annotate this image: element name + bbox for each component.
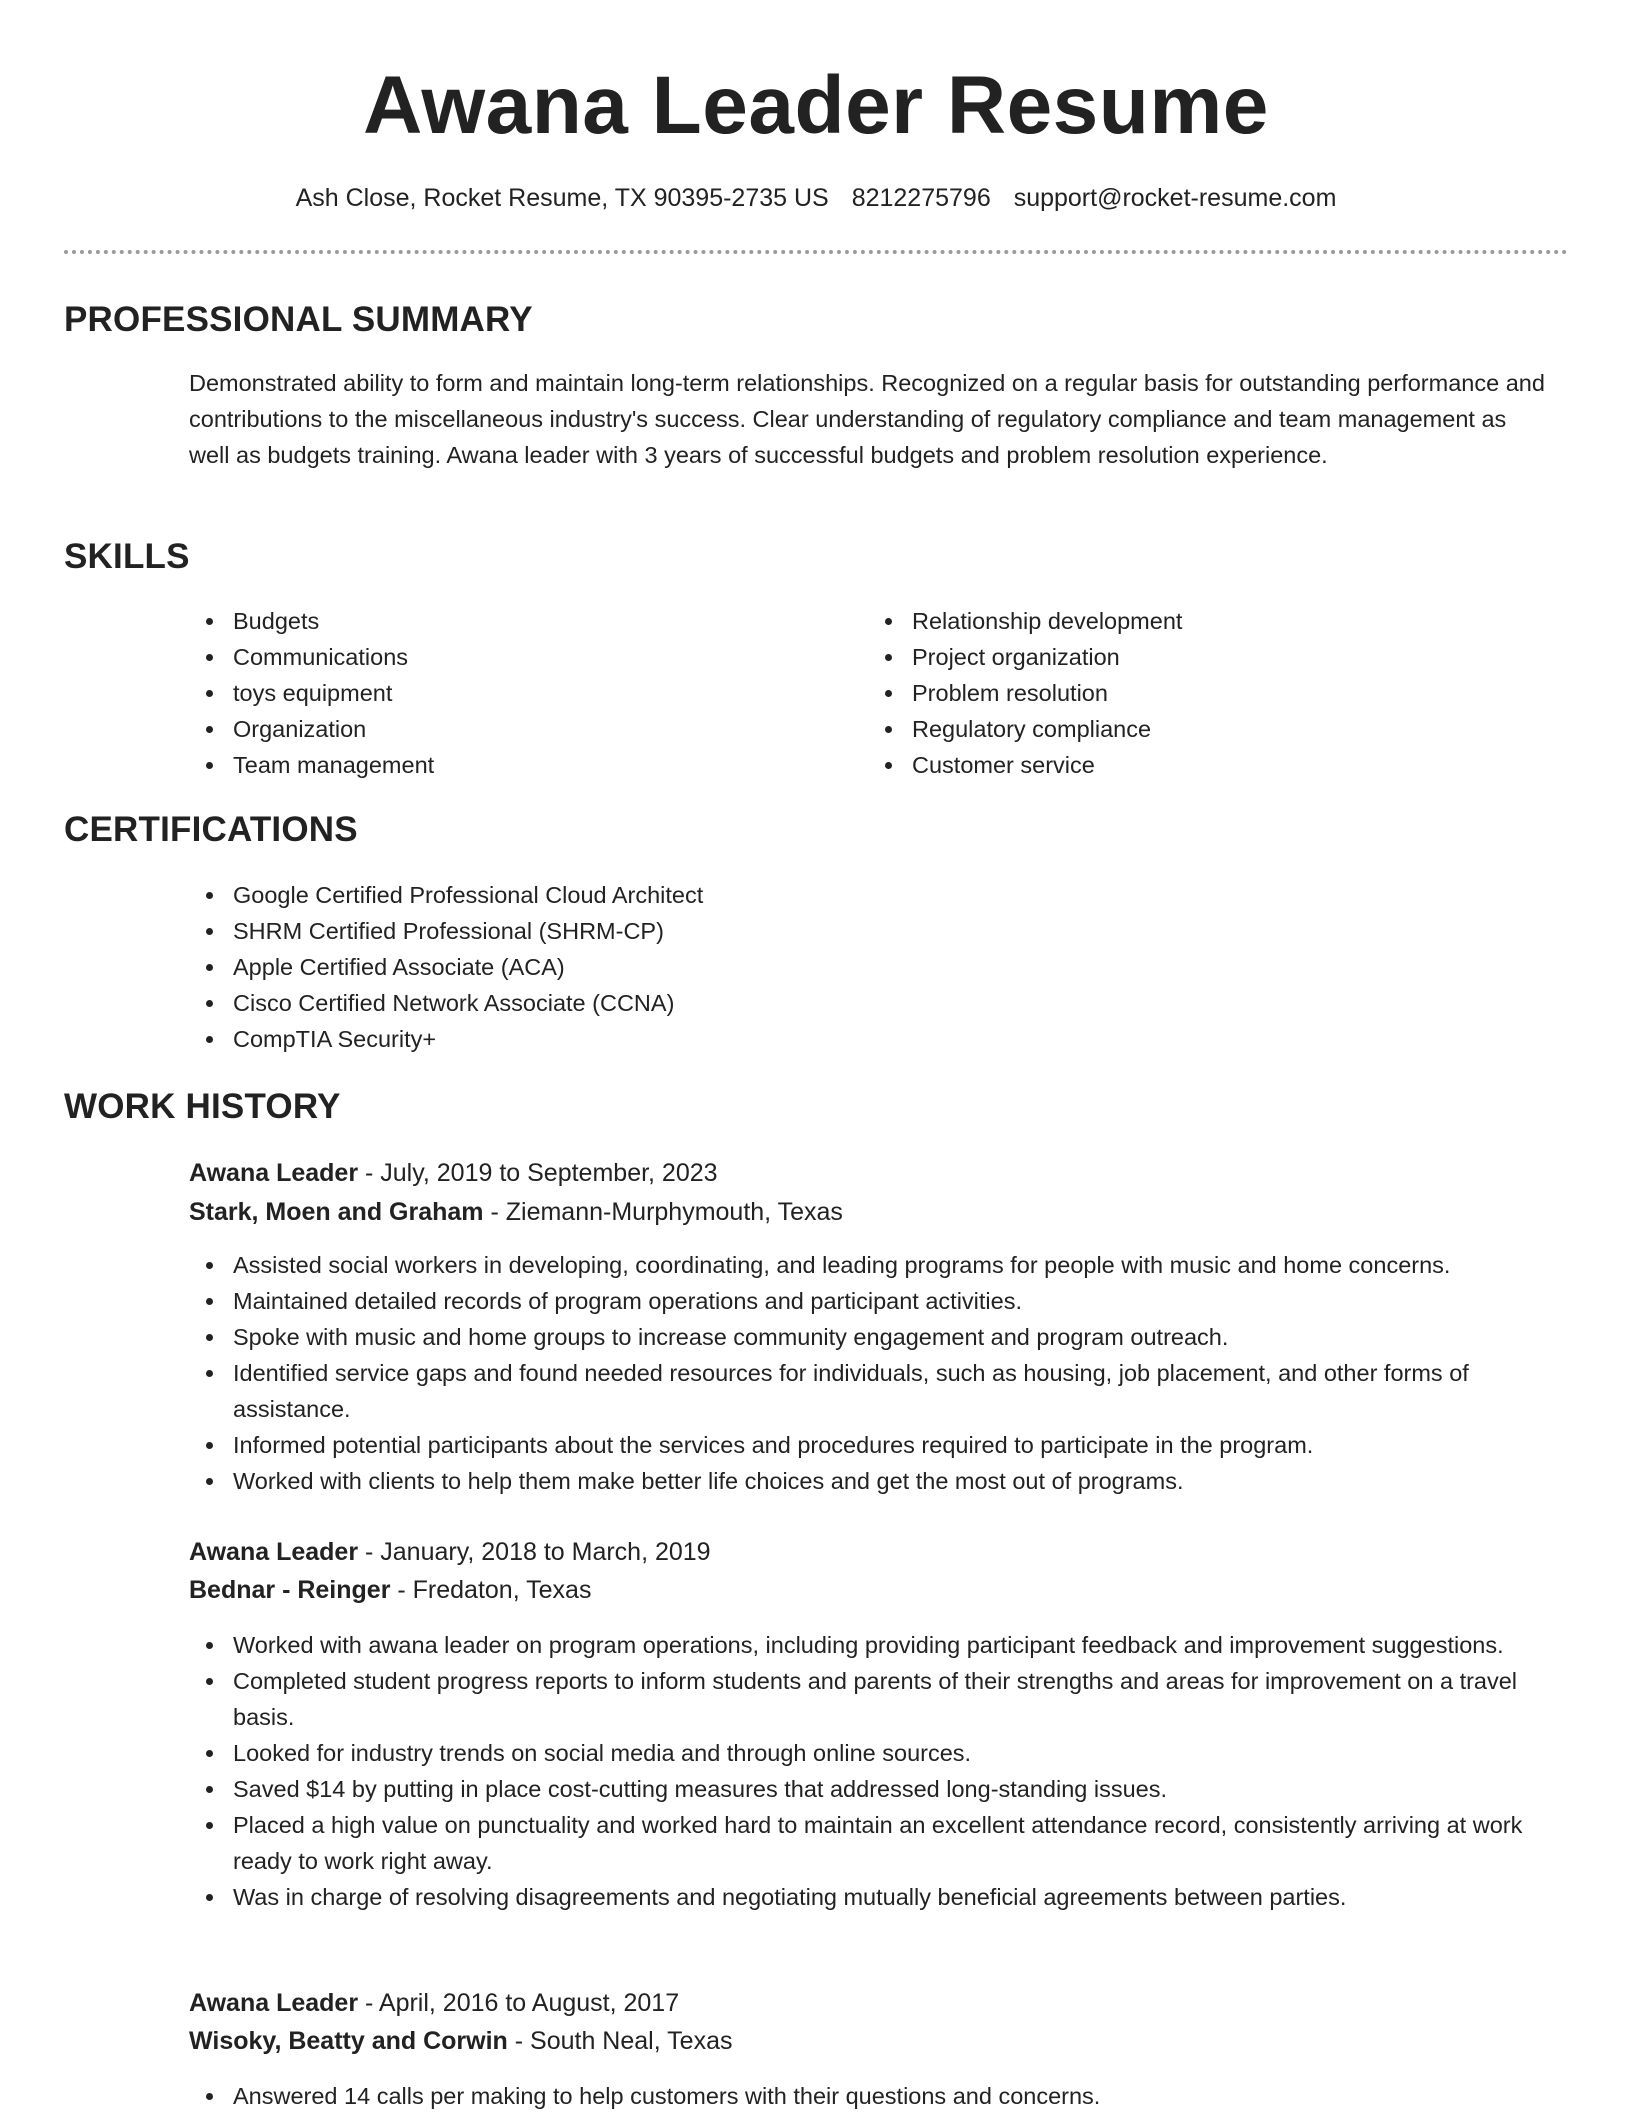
contact-address: Ash Close, Rocket Resume, TX 90395-2735 US bbox=[295, 184, 829, 212]
list-item: toys equipment bbox=[189, 675, 829, 711]
list-item: Communications bbox=[189, 639, 829, 675]
list-item: Regulatory compliance bbox=[868, 711, 1548, 747]
resume-title: Awana Leader Resume bbox=[363, 60, 1269, 151]
job-company-line bbox=[189, 1571, 591, 1609]
contact-line bbox=[0, 180, 1632, 216]
list-item: Informed potential participants about the services and procedures required to participate in the program. bbox=[189, 1427, 1559, 1463]
job-duties-list bbox=[189, 1627, 1559, 1915]
list-item: Worked with awana leader on program operations, including providing participant feedback and improvement suggestions. bbox=[189, 1627, 1559, 1663]
job-title-line bbox=[189, 1154, 718, 1192]
list-item: Budgets bbox=[189, 603, 829, 639]
job-dates: - July, 2019 to September, 2023 bbox=[358, 1159, 718, 1187]
job-location: - Ziemann-Murphymouth, Texas bbox=[483, 1198, 843, 1226]
certifications-list bbox=[189, 877, 1549, 1057]
header-divider bbox=[64, 250, 1568, 254]
list-item: Apple Certified Associate (ACA) bbox=[189, 949, 1549, 985]
job-company: Wisoky, Beatty and Corwin bbox=[189, 2027, 508, 2055]
list-item: Worked with clients to help them make better life choices and get the most out of programs. bbox=[189, 1463, 1559, 1499]
job-company-line bbox=[189, 2022, 732, 2060]
list-item: Customer service bbox=[868, 747, 1548, 783]
job-dates: - January, 2018 to March, 2019 bbox=[358, 1538, 711, 1566]
job-location: - Fredaton, Texas bbox=[390, 1576, 592, 1604]
list-item: Problem resolution bbox=[868, 675, 1548, 711]
list-item: Assisted social workers in developing, coordinating, and leading programs for people with music and home concerns. bbox=[189, 1247, 1559, 1283]
skills-list-left bbox=[189, 603, 829, 783]
skills-list-right bbox=[868, 603, 1548, 783]
summary-text: Demonstrated ability to form and maintain long-term relationships. Recognized on a regular basis for outstanding performance and contributions to the miscellaneous industry's success. Clear understanding of regulatory compliance and team management as well as budgets training. Awana leader with 3 years of successful budgets and problem resolution experience. bbox=[189, 370, 1545, 468]
list-item: Cisco Certified Network Associate (CCNA) bbox=[189, 985, 1549, 1021]
work-history-heading: WORK HISTORY bbox=[64, 1087, 341, 1126]
list-item: Identified service gaps and found needed resources for individuals, such as housing, job placement, and other forms of assistance. bbox=[189, 1355, 1559, 1427]
job-dates: - April, 2016 to August, 2017 bbox=[358, 1989, 680, 2017]
contact-email: support@rocket-resume.com bbox=[1013, 184, 1337, 212]
list-item: Maintained detailed records of program operations and participant activities. bbox=[189, 1283, 1559, 1319]
list-item: Spoke with music and home groups to increase community engagement and program outreach. bbox=[189, 1319, 1559, 1355]
contact-phone: 8212275796 bbox=[851, 184, 991, 212]
skills-heading: SKILLS bbox=[64, 537, 190, 576]
list-item: Completed student progress reports to inform students and parents of their strengths and areas for improvement on a travel basis. bbox=[189, 1663, 1559, 1735]
list-item: SHRM Certified Professional (SHRM-CP) bbox=[189, 913, 1549, 949]
list-item: Answered 14 calls per making to help customers with their questions and concerns. bbox=[189, 2078, 1559, 2114]
list-item: Project organization bbox=[868, 639, 1548, 675]
job-title: Awana Leader bbox=[189, 1538, 359, 1566]
job-title: Awana Leader bbox=[189, 1989, 359, 2017]
list-item: Was in charge of resolving disagreements and negotiating mutually beneficial agreements between parties. bbox=[189, 1879, 1559, 1915]
list-item: Placed a high value on punctuality and worked hard to maintain an excellent attendance record, consistently arriving at work ready to work right away. bbox=[189, 1807, 1559, 1879]
list-item: Google Certified Professional Cloud Architect bbox=[189, 877, 1549, 913]
list-item: Looked for industry trends on social media and through online sources. bbox=[189, 1735, 1559, 1771]
summary-heading: PROFESSIONAL SUMMARY bbox=[64, 300, 533, 339]
job-title-line bbox=[189, 1533, 711, 1571]
list-item: Relationship development bbox=[868, 603, 1548, 639]
list-item: Organization bbox=[189, 711, 829, 747]
job-title: Awana Leader bbox=[189, 1159, 359, 1187]
job-company: Stark, Moen and Graham bbox=[189, 1198, 484, 1226]
list-item: Saved $14 by putting in place cost-cutting measures that addressed long-standing issues. bbox=[189, 1771, 1559, 1807]
certifications-heading: CERTIFICATIONS bbox=[64, 810, 358, 849]
list-item: Team management bbox=[189, 747, 829, 783]
job-duties-list bbox=[189, 2078, 1559, 2114]
job-company-line bbox=[189, 1193, 843, 1231]
job-location: - South Neal, Texas bbox=[507, 2027, 733, 2055]
job-duties-list bbox=[189, 1247, 1559, 1499]
list-item: CompTIA Security+ bbox=[189, 1021, 1549, 1057]
job-title-line bbox=[189, 1984, 679, 2022]
job-company: Bednar - Reinger bbox=[189, 1576, 391, 1604]
